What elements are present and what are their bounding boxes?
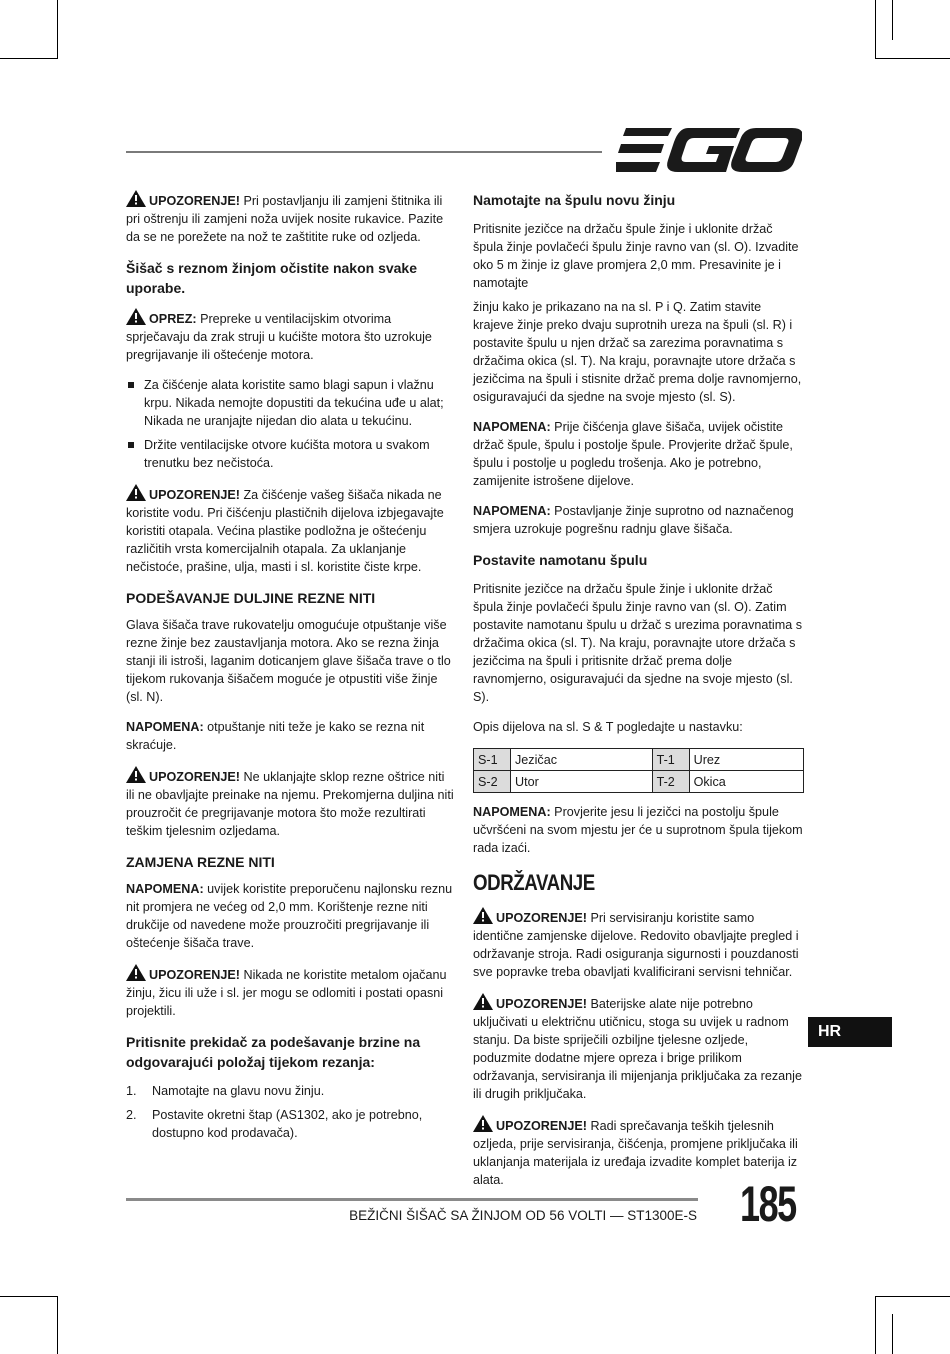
- table-cell: Utor: [511, 771, 653, 793]
- table-cell: S-1: [474, 749, 511, 771]
- step-text: Postavite okretni štap (AS1302, ako je potrebno, dostupno kod prodavača).: [152, 1108, 423, 1140]
- crop-mark: [57, 1296, 58, 1354]
- warning-water: [126, 484, 456, 576]
- note-text: Postavljanje žinje suprotno od naznačenog smjera uzrokuje pogrešnu radnju glave šišača.: [473, 504, 794, 536]
- warning-text: Pri servisiranju koristite samo identične zamjenske dijelove. Redovito obavljajte pregled i održavanje stroja. Radi osiguranja sigurnosti i pouzdanosti sve popravke treba obavljati kvalificirani servisni tehničar.: [473, 911, 799, 979]
- note-direction: [473, 502, 803, 538]
- warning-label: UPOZORENJE!: [496, 911, 587, 925]
- maintenance-heading: ODRŽAVANJE: [473, 870, 595, 895]
- warning-label: UPOZORENJE!: [496, 1119, 587, 1133]
- warning-triangle-icon: [473, 907, 493, 924]
- install-text: Pritisnite jezičce na držaču špule žinje i uklonite držač špula žinje povlačeći špulu žinje ravno van (sl. O). Zatim postavite namotanu špulu u držač s urezima poravnatima s držačima okica (sl. T). Na kraju, poravnajte utore držača s jezičcima na špuli i pritisnite držač prema dolje ravnomjerno, osiguravajući da sjedne na svoje mjesto (sl. S).: [473, 582, 803, 704]
- note-nylon-line: [126, 880, 456, 952]
- warning-text: Baterijske alate nije potrebno uključivati u električnu utičnicu, stoga su uvijek u radnom stanju. Da biste spriječili ozbiljne tjelesne ozljede, poduzmite dodatne mjere opreza i brige prilikom održavanja, servisiranja ili mijenjanja priključaka za rezanje ili drugih priključaka.: [473, 997, 802, 1101]
- footer-title: BEŽIČNI ŠIŠAČ SA ŽINJOM OD 56 VOLTI — ST1300E-S: [349, 1208, 697, 1223]
- right-column: [473, 190, 803, 1201]
- step-text: Namotajte na glavu novu žinju.: [152, 1084, 325, 1098]
- crop-mark: [875, 1296, 950, 1297]
- warning-blade: [126, 766, 456, 840]
- warning-label: UPOZORENJE!: [149, 194, 240, 208]
- parts-intro: Opis dijelova na sl. S & T pogledajte u nastavku:: [473, 720, 743, 734]
- table-cell: T-1: [652, 749, 689, 771]
- page-number: 185: [740, 1176, 796, 1232]
- warning-triangle-icon: [126, 190, 146, 207]
- wind-text-2: žinju kako je prikazano na na sl. P i Q. Zatim stavite krajeve žinje preko dvaju suprotnih ureza na špuli (sl. R) i postavite špulu u njen držač sa zarezima poravnatima s držačima okica (sl. T). Na kraju, poravnajte utore držača s jezičcima na špuli i stisnite držač prema dolje ravnomjerno, osiguravajući da sjedne na svoje mjesto (sl. S).: [473, 300, 802, 404]
- crop-mark: [892, 1314, 893, 1354]
- note-label: NAPOMENA:: [473, 504, 551, 518]
- caution-text: Prepreke u ventilacijskim otvorima sprječavaju da zrak struji u kućište motora što uzrokuje pregrijavanje ili oštećenje motora.: [126, 312, 432, 362]
- list-item: [126, 1106, 456, 1142]
- warning-text: Za čišćenje vašeg šišača nikada ne koristite vodu. Pri čišćenju plastičnih dijelova izbjegavajte koristiti otapala. Većina plastike podložna je oštećenju različitih vrsta komercijalnih otapala. Za uklanjanje nečistoće, prašine, ulja, masti i sl. koristite čiste krpe.: [126, 488, 444, 574]
- note-line-release: [126, 718, 456, 754]
- warning-text: Ne uklanjajte sklop rezne oštrice niti ili ne obavljajte preinake na njemu. Prekomjerna duljina niti prouzročit će pregrijavanje motora što može rezultirati teškim tjelesnim ozljedama.: [126, 770, 454, 838]
- footer-rule: [126, 1198, 698, 1201]
- table-cell: S-2: [474, 771, 511, 793]
- parts-table: [473, 748, 804, 793]
- note-spool-clean: [473, 418, 803, 490]
- note-text: otpuštanje niti teže je kako se rezna nit skraćuje.: [126, 720, 425, 752]
- crop-mark: [0, 58, 58, 59]
- list-item: Držite ventilacijske otvore kućišta motora u svakom trenutku bez nečistoća.: [126, 436, 456, 472]
- crop-mark: [892, 0, 893, 40]
- note-label: NAPOMENA:: [126, 882, 204, 896]
- table-row: [474, 771, 804, 793]
- note-label: NAPOMENA:: [473, 805, 551, 819]
- warning-triangle-icon: [126, 964, 146, 981]
- warning-label: UPOZORENJE!: [149, 770, 240, 784]
- replace-heading: ZAMJENA REZNE NITI: [126, 854, 275, 870]
- note-text: uvijek koristite preporučenu najlonsku reznu nit promjera ne većeg od 2,0 mm. Korištenje rezne niti drukčije od navedene može prouzročiti pregrijavanje ili oštećenje šišača trave.: [126, 882, 453, 950]
- note-label: NAPOMENA:: [473, 420, 551, 434]
- adjust-text: Glava šišača trave rukovatelju omogućuje otpuštanje više rezne žinje bez zaustavljanja motora. Ako se rezna žinja stanji ili istroši, laganim doticanjem glave šišača trave o tlo tijekom rukovanja šišačem moguće je otpustiti više žinje (sl. N).: [126, 618, 451, 704]
- caution-vents: [126, 308, 456, 364]
- list-item: [126, 1082, 456, 1100]
- warning-label: UPOZORENJE!: [496, 997, 587, 1011]
- warning-text: Pri postavljanju ili zamjeni štitnika ili pri oštrenju ili zamjeni noža uvijek nosite rukavice. Pazite da se ne porežete na nož te zaštitite ruke od ozljeda.: [126, 194, 444, 244]
- steps-list: [126, 1082, 456, 1142]
- step-number: 1.: [126, 1084, 137, 1098]
- step-number: 2.: [126, 1108, 137, 1122]
- crop-mark: [0, 1296, 58, 1297]
- crop-mark: [57, 0, 58, 58]
- wind-heading: Namotajte na špulu novu žinju: [473, 192, 676, 208]
- table-cell: T-2: [652, 771, 689, 793]
- note-label: NAPOMENA:: [126, 720, 204, 734]
- warning-glove: [126, 190, 456, 246]
- table-cell: Okica: [689, 771, 803, 793]
- caution-label: OPREZ:: [149, 312, 197, 326]
- ego-logo: [616, 126, 802, 174]
- cleaning-bullets: [126, 376, 456, 472]
- press-heading: Pritisnite prekidač za podešavanje brzine na odgovarajući položaj tijekom rezanja:: [126, 1034, 421, 1070]
- language-tab: HR: [808, 1017, 892, 1047]
- warning-label: UPOZORENJE!: [149, 968, 240, 982]
- clean-heading: Šišač s reznom žinjom očistite nakon svake uporabe.: [126, 260, 417, 296]
- install-heading: Postavite namotanu špulu: [473, 552, 648, 568]
- left-column: [126, 190, 456, 1148]
- note-text: Provjerite jesu li jezičci na postolju špule učvršćeni na svom mjestu jer će u suprotnom špula tijekom rada izaći.: [473, 805, 803, 855]
- table-cell: Jezičac: [511, 749, 653, 771]
- warning-text: Nikada ne koristite metalom ojačanu žinju, žicu ili uže i sl. jer mogu se odlomiti i postati opasni projektili.: [126, 968, 447, 1018]
- note-text: Prije čišćenja glave šišača, uvijek očistite držač špule, špulu i postolje špule. Provjerite držač špule, špulu i postolje u pogledu trošenja. Ako je potrebno, zamijenite istrošene dijelove.: [473, 420, 793, 488]
- warning-metal-line: [126, 964, 456, 1020]
- note-tabs: [473, 803, 803, 857]
- adjust-heading: PODEŠAVANJE DULJINE REZNE NITI: [126, 590, 376, 606]
- warning-battery-tools: [473, 993, 803, 1103]
- list-item: Za čišćenje alata koristite samo blagi sapun i vlažnu krpu. Nikada nemojte dopustiti da tekućina uđe u alat; Nikada ne uranjajte nijedan dio alata u tekućinu.: [126, 376, 456, 430]
- warning-triangle-icon: [473, 993, 493, 1010]
- crop-mark: [875, 58, 950, 59]
- warning-triangle-icon: [473, 1115, 493, 1132]
- crop-mark: [875, 0, 876, 58]
- warning-parts: [473, 907, 803, 981]
- header-rule: [126, 151, 602, 153]
- warning-label: UPOZORENJE!: [149, 488, 240, 502]
- table-row: [474, 749, 804, 771]
- warning-triangle-icon: [126, 766, 146, 783]
- table-cell: Urez: [689, 749, 803, 771]
- wind-text-1: Pritisnite jezičce na držaču špule žinje i uklonite držač špula žinje povlačeći špulu žinje ravno van (sl. O). Izvadite oko 5 m žinje iz glave promjera 2,0 mm. Presavinite je i namotajte: [473, 222, 799, 290]
- warning-triangle-icon: [126, 308, 146, 325]
- crop-mark: [875, 1296, 876, 1354]
- warning-text: Radi sprečavanja teških tjelesnih ozljeda, prije servisiranja, čišćenja, promjene priključaka ili uklanjanja materijala iz uređaja izvadite komplet baterija iz alata.: [473, 1119, 798, 1187]
- warning-triangle-icon: [126, 484, 146, 501]
